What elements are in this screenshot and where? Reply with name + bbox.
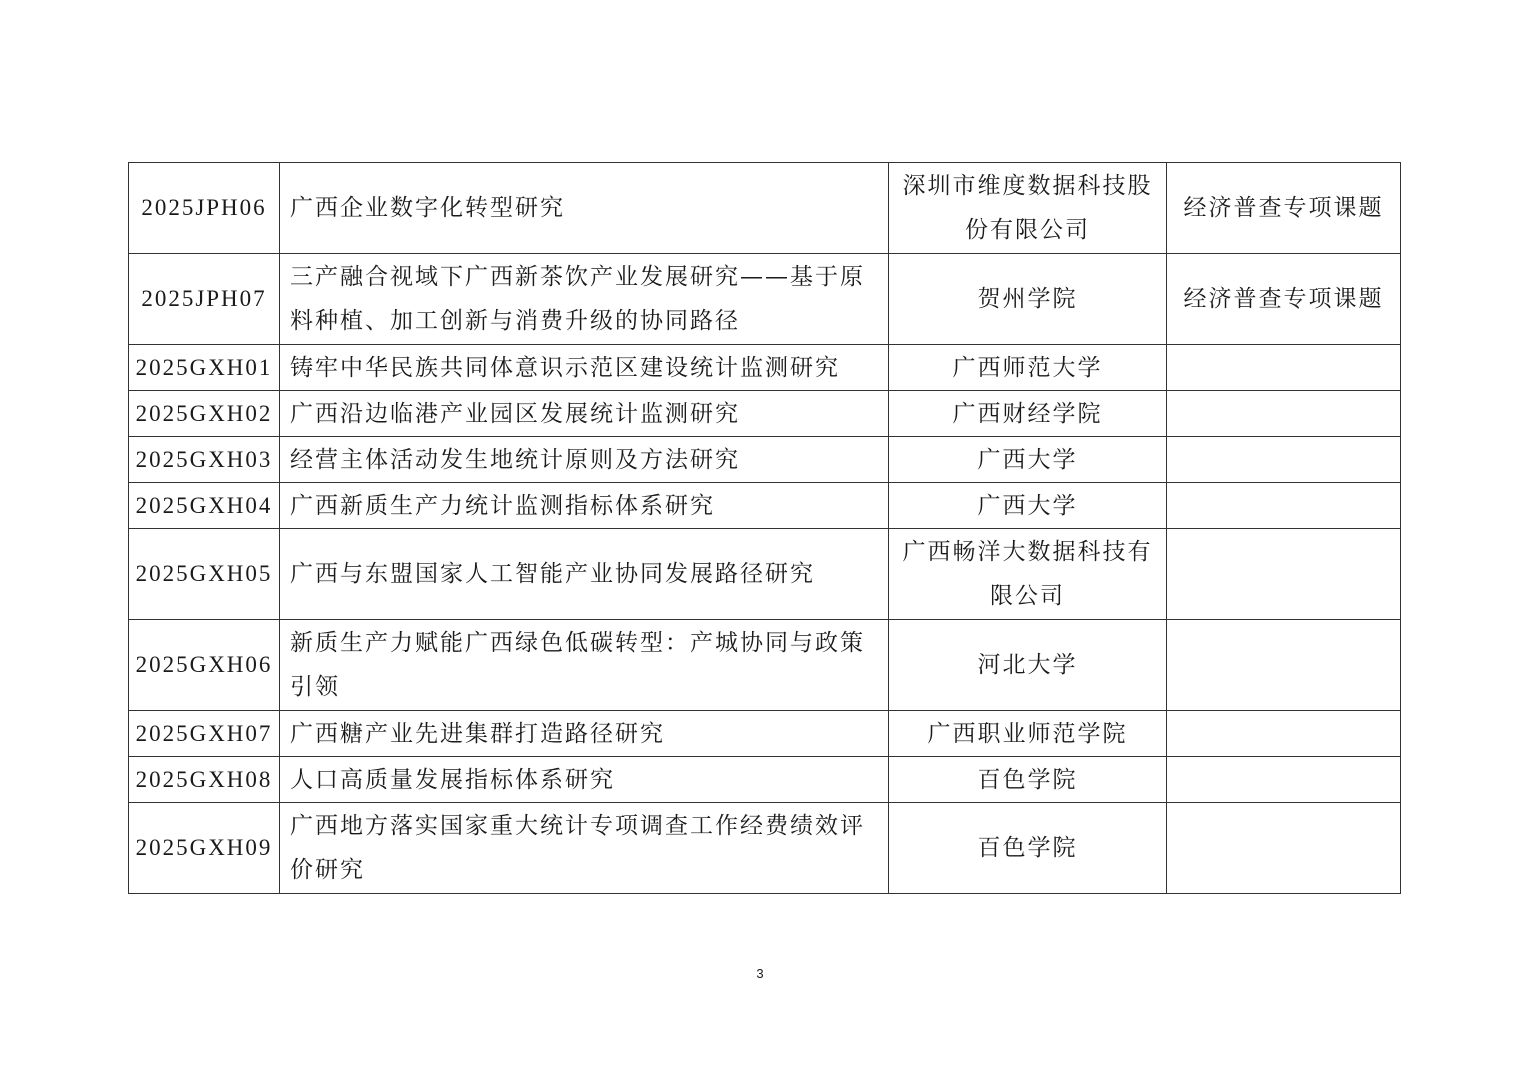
project-type <box>1167 757 1401 803</box>
table-row <box>129 163 1401 254</box>
project-unit: 河北大学 <box>889 620 1167 711</box>
project-title: 广西新质生产力统计监测指标体系研究 <box>280 483 889 529</box>
project-unit: 广西师范大学 <box>889 345 1167 391</box>
project-title: 三产融合视域下广西新茶饮产业发展研究——基于原料种植、加工创新与消费升级的协同路径 <box>280 254 889 345</box>
project-unit: 广西畅洋大数据科技有限公司 <box>889 529 1167 620</box>
table-row <box>129 529 1401 620</box>
page-number: 3 <box>756 966 764 981</box>
table-row <box>129 483 1401 529</box>
project-code: 2025GXH09 <box>129 803 280 894</box>
project-unit: 广西大学 <box>889 483 1167 529</box>
project-unit: 广西财经学院 <box>889 391 1167 437</box>
project-code: 2025GXH05 <box>129 529 280 620</box>
table-row <box>129 757 1401 803</box>
table-row <box>129 345 1401 391</box>
project-title: 广西沿边临港产业园区发展统计监测研究 <box>280 391 889 437</box>
project-type <box>1167 391 1401 437</box>
project-code: 2025GXH03 <box>129 437 280 483</box>
project-title: 新质生产力赋能广西绿色低碳转型：产城协同与政策引领 <box>280 620 889 711</box>
table-row <box>129 254 1401 345</box>
project-type <box>1167 711 1401 757</box>
table-row <box>129 437 1401 483</box>
project-title: 人口高质量发展指标体系研究 <box>280 757 889 803</box>
project-title: 广西地方落实国家重大统计专项调查工作经费绩效评价研究 <box>280 803 889 894</box>
table-row <box>129 711 1401 757</box>
project-type: 经济普查专项课题 <box>1167 254 1401 345</box>
project-title: 广西糖产业先进集群打造路径研究 <box>280 711 889 757</box>
project-title: 广西与东盟国家人工智能产业协同发展路径研究 <box>280 529 889 620</box>
project-unit: 贺州学院 <box>889 254 1167 345</box>
project-type <box>1167 529 1401 620</box>
project-type: 经济普查专项课题 <box>1167 163 1401 254</box>
project-unit: 广西大学 <box>889 437 1167 483</box>
project-type <box>1167 620 1401 711</box>
project-unit: 百色学院 <box>889 803 1167 894</box>
table-row <box>129 803 1401 894</box>
project-code: 2025GXH01 <box>129 345 280 391</box>
table-row <box>129 620 1401 711</box>
project-title: 广西企业数字化转型研究 <box>280 163 889 254</box>
project-type <box>1167 345 1401 391</box>
project-title: 铸牢中华民族共同体意识示范区建设统计监测研究 <box>280 345 889 391</box>
table-row <box>129 391 1401 437</box>
project-code: 2025JPH06 <box>129 163 280 254</box>
project-code: 2025GXH06 <box>129 620 280 711</box>
project-code: 2025GXH02 <box>129 391 280 437</box>
project-code: 2025GXH04 <box>129 483 280 529</box>
project-code: 2025JPH07 <box>129 254 280 345</box>
project-code: 2025GXH08 <box>129 757 280 803</box>
project-type <box>1167 803 1401 894</box>
project-type <box>1167 437 1401 483</box>
project-unit: 广西职业师范学院 <box>889 711 1167 757</box>
project-table <box>128 162 1401 894</box>
project-type <box>1167 483 1401 529</box>
project-title: 经营主体活动发生地统计原则及方法研究 <box>280 437 889 483</box>
project-code: 2025GXH07 <box>129 711 280 757</box>
project-unit: 深圳市维度数据科技股份有限公司 <box>889 163 1167 254</box>
project-unit: 百色学院 <box>889 757 1167 803</box>
